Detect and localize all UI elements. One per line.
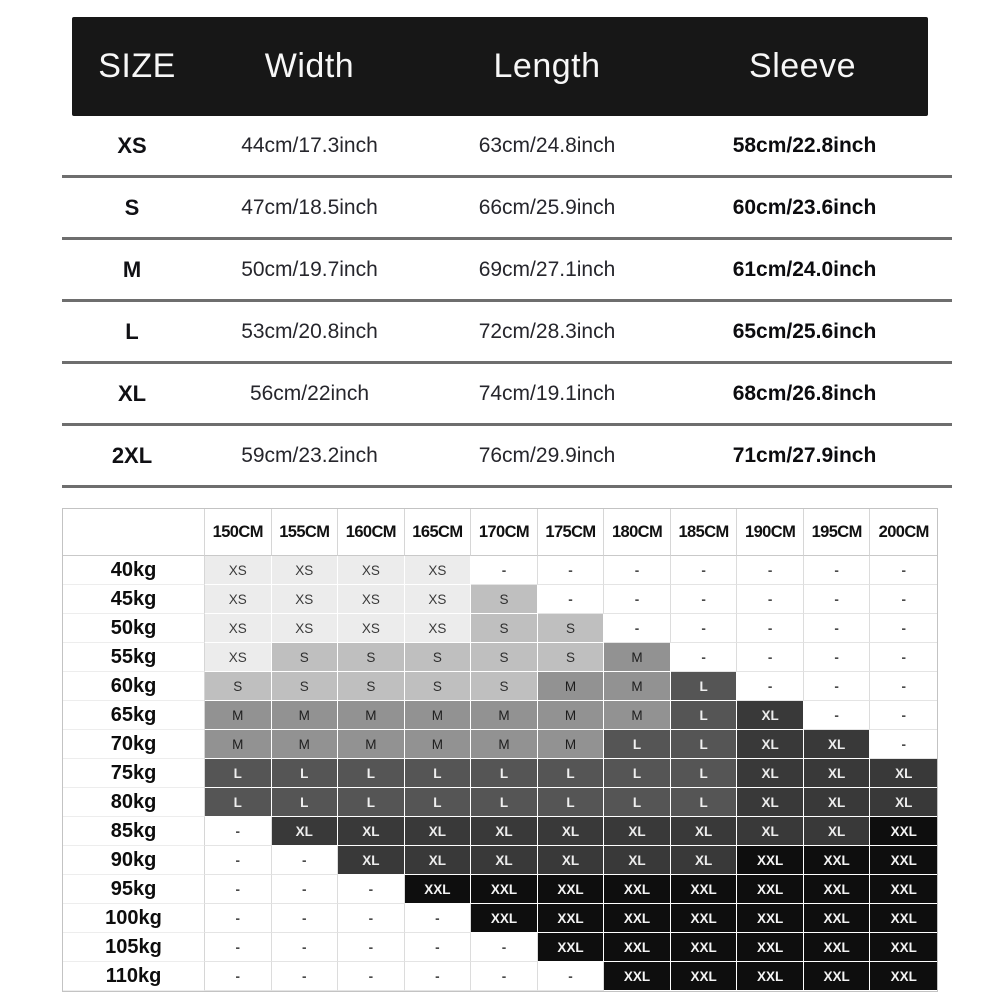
empty-cell: - — [205, 817, 272, 846]
size-cell: XXL — [604, 904, 671, 933]
size-cell: S — [272, 643, 339, 672]
height-header-cell: 190CM — [737, 509, 804, 556]
empty-cell: - — [604, 556, 671, 585]
size-cell: XXL — [737, 846, 804, 875]
measurement-row — [62, 302, 952, 364]
size-cell: L — [604, 730, 671, 759]
size-cell: S — [538, 643, 605, 672]
empty-cell: - — [272, 846, 339, 875]
size-cell: XL — [538, 846, 605, 875]
size-cell: M — [604, 643, 671, 672]
size-cell: S — [471, 643, 538, 672]
size-value: M — [122, 256, 142, 282]
size-cell: M — [405, 701, 472, 730]
size-cell: XXL — [870, 875, 937, 904]
size-cell: M — [405, 730, 472, 759]
header-size-label: SIZE — [98, 47, 176, 85]
size-cell: XXL — [804, 962, 871, 991]
empty-cell: - — [870, 701, 937, 730]
weight-label: 70kg — [63, 730, 205, 759]
weight-row — [63, 962, 937, 991]
empty-cell: - — [804, 585, 871, 614]
size-value: L — [125, 318, 139, 344]
size-cell: XL — [604, 817, 671, 846]
weight-label: 80kg — [63, 788, 205, 817]
size-cell: L — [338, 759, 405, 788]
measurement-row — [62, 364, 952, 426]
matrix-corner-cell — [63, 509, 205, 556]
size-cell: M — [205, 701, 272, 730]
length-value: 66cm/25.9inch — [478, 195, 616, 219]
empty-cell: - — [405, 904, 472, 933]
size-cell: L — [671, 730, 738, 759]
empty-cell: - — [870, 585, 937, 614]
size-cell: L — [205, 759, 272, 788]
weight-label: 60kg — [63, 672, 205, 701]
size-cell: M — [471, 730, 538, 759]
empty-cell: - — [471, 556, 538, 585]
measurement-table-header — [72, 17, 928, 116]
size-cell: XL — [471, 846, 538, 875]
size-cell: XL — [338, 846, 405, 875]
empty-cell: - — [272, 962, 339, 991]
size-cell: XS — [272, 585, 339, 614]
empty-cell: - — [604, 585, 671, 614]
empty-cell: - — [870, 614, 937, 643]
size-cell: XS — [405, 585, 472, 614]
empty-cell: - — [538, 962, 605, 991]
header-length-label: Length — [493, 47, 601, 85]
size-cell: XXL — [870, 933, 937, 962]
weight-row — [63, 933, 937, 962]
size-cell: XXL — [870, 904, 937, 933]
size-cell: L — [604, 788, 671, 817]
length-value: 74cm/19.1inch — [478, 381, 616, 405]
size-cell: M — [538, 730, 605, 759]
empty-cell: - — [804, 643, 871, 672]
weight-row — [63, 904, 937, 933]
measurement-row — [62, 116, 952, 178]
size-cell: L — [538, 759, 605, 788]
size-cell: XS — [205, 614, 272, 643]
empty-cell: - — [538, 585, 605, 614]
empty-cell: - — [205, 875, 272, 904]
size-cell: XL — [804, 817, 871, 846]
empty-cell: - — [471, 962, 538, 991]
height-header-cell: 150CM — [205, 509, 272, 556]
sleeve-value: 68cm/26.8inch — [732, 381, 877, 405]
size-cell: M — [272, 730, 339, 759]
length-value: 69cm/27.1inch — [478, 257, 616, 281]
size-cell: XXL — [471, 904, 538, 933]
size-cell: XXL — [538, 904, 605, 933]
size-cell: XXL — [737, 904, 804, 933]
size-cell: XS — [205, 643, 272, 672]
size-cell: XXL — [538, 875, 605, 904]
weight-label: 40kg — [63, 556, 205, 585]
size-cell: XL — [804, 788, 871, 817]
size-cell: S — [471, 585, 538, 614]
size-cell: M — [471, 701, 538, 730]
empty-cell: - — [870, 730, 937, 759]
size-cell: L — [405, 788, 472, 817]
height-header-cell: 185CM — [671, 509, 738, 556]
empty-cell: - — [272, 904, 339, 933]
size-cell: XS — [205, 585, 272, 614]
size-cell: L — [338, 788, 405, 817]
size-cell: L — [671, 701, 738, 730]
size-cell: XXL — [671, 875, 738, 904]
weight-row — [63, 875, 937, 904]
sleeve-value: 71cm/27.9inch — [732, 443, 877, 467]
weight-row — [63, 730, 937, 759]
empty-cell: - — [205, 933, 272, 962]
empty-cell: - — [804, 701, 871, 730]
size-cell: M — [604, 672, 671, 701]
measurement-row — [62, 426, 952, 488]
empty-cell: - — [804, 672, 871, 701]
empty-cell: - — [737, 585, 804, 614]
size-cell: XL — [538, 817, 605, 846]
fit-matrix — [62, 508, 938, 992]
weight-label: 85kg — [63, 817, 205, 846]
size-cell: XL — [870, 788, 937, 817]
size-cell: XL — [737, 730, 804, 759]
empty-cell: - — [471, 933, 538, 962]
weight-row — [63, 701, 937, 730]
weight-row — [63, 556, 937, 585]
empty-cell: - — [671, 585, 738, 614]
size-cell: XL — [405, 846, 472, 875]
size-cell: XXL — [671, 962, 738, 991]
size-cell: XL — [870, 759, 937, 788]
header-width-label: Width — [264, 47, 355, 85]
empty-cell: - — [338, 933, 405, 962]
size-cell: L — [272, 759, 339, 788]
size-cell: XL — [671, 846, 738, 875]
empty-cell: - — [737, 556, 804, 585]
empty-cell: - — [205, 962, 272, 991]
size-cell: XXL — [471, 875, 538, 904]
width-value: 59cm/23.2inch — [241, 443, 378, 467]
width-value: 44cm/17.3inch — [241, 133, 378, 157]
size-cell: M — [272, 701, 339, 730]
size-cell: XL — [804, 759, 871, 788]
weight-label: 65kg — [63, 701, 205, 730]
size-cell: XXL — [870, 846, 937, 875]
size-cell: L — [272, 788, 339, 817]
matrix-header-row — [63, 509, 937, 556]
height-header-cell: 180CM — [604, 509, 671, 556]
size-cell: XL — [737, 759, 804, 788]
weight-label: 45kg — [63, 585, 205, 614]
height-header-cell: 175CM — [538, 509, 605, 556]
empty-cell: - — [272, 875, 339, 904]
size-cell: XS — [338, 585, 405, 614]
size-cell: XL — [737, 701, 804, 730]
sleeve-value: 65cm/25.6inch — [732, 319, 877, 343]
size-cell: S — [338, 672, 405, 701]
weight-row — [63, 846, 937, 875]
size-cell: L — [671, 788, 738, 817]
empty-cell: - — [538, 556, 605, 585]
size-cell: M — [538, 672, 605, 701]
width-value: 47cm/18.5inch — [241, 195, 378, 219]
height-header-cell: 160CM — [338, 509, 405, 556]
empty-cell: - — [604, 614, 671, 643]
weight-row — [63, 585, 937, 614]
empty-cell: - — [804, 556, 871, 585]
empty-cell: - — [338, 875, 405, 904]
empty-cell: - — [405, 933, 472, 962]
weight-row — [63, 643, 937, 672]
size-cell: L — [671, 759, 738, 788]
size-cell: S — [538, 614, 605, 643]
height-header-cell: 165CM — [405, 509, 472, 556]
size-cell: XL — [272, 817, 339, 846]
size-cell: XXL — [671, 933, 738, 962]
weight-label: 55kg — [63, 643, 205, 672]
weight-label: 75kg — [63, 759, 205, 788]
length-value: 72cm/28.3inch — [478, 319, 616, 343]
size-cell: S — [205, 672, 272, 701]
size-cell: S — [471, 672, 538, 701]
weight-row — [63, 759, 937, 788]
empty-cell: - — [205, 846, 272, 875]
size-cell: XL — [338, 817, 405, 846]
weight-label: 100kg — [63, 904, 205, 933]
measurement-table — [62, 116, 952, 488]
width-value: 50cm/19.7inch — [241, 257, 378, 281]
height-header-cell: 155CM — [272, 509, 339, 556]
size-cell: XXL — [804, 933, 871, 962]
weight-label: 90kg — [63, 846, 205, 875]
empty-cell: - — [804, 614, 871, 643]
width-value: 56cm/22inch — [249, 381, 370, 405]
size-cell: XXL — [604, 962, 671, 991]
measurement-row — [62, 240, 952, 302]
size-cell: XXL — [671, 904, 738, 933]
size-cell: XS — [272, 614, 339, 643]
weight-row — [63, 788, 937, 817]
empty-cell: - — [870, 556, 937, 585]
size-cell: XL — [671, 817, 738, 846]
size-cell: XL — [471, 817, 538, 846]
size-value: XL — [117, 380, 147, 406]
size-cell: XXL — [405, 875, 472, 904]
empty-cell: - — [338, 904, 405, 933]
size-cell: XS — [405, 556, 472, 585]
header-sleeve-label: Sleeve — [749, 47, 856, 85]
size-cell: XS — [272, 556, 339, 585]
size-cell: L — [671, 672, 738, 701]
width-value: 53cm/20.8inch — [241, 319, 378, 343]
empty-cell: - — [338, 962, 405, 991]
size-cell: XXL — [804, 846, 871, 875]
size-cell: XXL — [870, 962, 937, 991]
sleeve-value: 60cm/23.6inch — [732, 195, 877, 219]
size-cell: S — [405, 672, 472, 701]
size-cell: XXL — [804, 875, 871, 904]
empty-cell: - — [671, 643, 738, 672]
size-cell: XXL — [804, 904, 871, 933]
weight-label: 95kg — [63, 875, 205, 904]
size-cell: L — [604, 759, 671, 788]
size-cell: L — [205, 788, 272, 817]
size-value: S — [124, 194, 140, 220]
size-cell: M — [338, 701, 405, 730]
size-cell: XXL — [737, 875, 804, 904]
empty-cell: - — [272, 933, 339, 962]
size-cell: M — [604, 701, 671, 730]
empty-cell: - — [671, 614, 738, 643]
size-cell: L — [471, 759, 538, 788]
size-cell: XL — [737, 788, 804, 817]
empty-cell: - — [205, 904, 272, 933]
sleeve-value: 61cm/24.0inch — [732, 257, 877, 281]
size-cell: L — [405, 759, 472, 788]
size-cell: M — [538, 701, 605, 730]
size-cell: XXL — [737, 933, 804, 962]
height-header-cell: 195CM — [804, 509, 871, 556]
size-cell: XXL — [737, 962, 804, 991]
size-cell: L — [538, 788, 605, 817]
size-cell: XS — [205, 556, 272, 585]
size-cell: XS — [405, 614, 472, 643]
length-value: 76cm/29.9inch — [478, 443, 616, 467]
weight-row — [63, 817, 937, 846]
weight-label: 105kg — [63, 933, 205, 962]
weight-row — [63, 672, 937, 701]
weight-label: 110kg — [63, 962, 205, 991]
empty-cell: - — [737, 614, 804, 643]
length-value: 63cm/24.8inch — [478, 133, 616, 157]
weight-row — [63, 614, 937, 643]
size-cell: XL — [604, 846, 671, 875]
height-header-cell: 170CM — [471, 509, 538, 556]
size-cell: S — [471, 614, 538, 643]
size-cell: XS — [338, 614, 405, 643]
size-cell: XL — [804, 730, 871, 759]
sleeve-value: 58cm/22.8inch — [732, 133, 877, 157]
size-cell: S — [272, 672, 339, 701]
size-cell: XXL — [604, 875, 671, 904]
size-cell: S — [338, 643, 405, 672]
empty-cell: - — [671, 556, 738, 585]
size-cell: XXL — [604, 933, 671, 962]
size-value: 2XL — [111, 442, 153, 468]
empty-cell: - — [870, 643, 937, 672]
empty-cell: - — [737, 643, 804, 672]
size-cell: XL — [405, 817, 472, 846]
size-cell: XXL — [870, 817, 937, 846]
measurement-row — [62, 178, 952, 240]
empty-cell: - — [737, 672, 804, 701]
size-cell: XS — [338, 556, 405, 585]
weight-label: 50kg — [63, 614, 205, 643]
size-cell: XXL — [538, 933, 605, 962]
size-cell: M — [205, 730, 272, 759]
size-cell: M — [338, 730, 405, 759]
size-cell: S — [405, 643, 472, 672]
empty-cell: - — [405, 962, 472, 991]
size-cell: L — [471, 788, 538, 817]
size-cell: XL — [737, 817, 804, 846]
height-header-cell: 200CM — [870, 509, 937, 556]
size-value: XS — [117, 132, 147, 158]
empty-cell: - — [870, 672, 937, 701]
